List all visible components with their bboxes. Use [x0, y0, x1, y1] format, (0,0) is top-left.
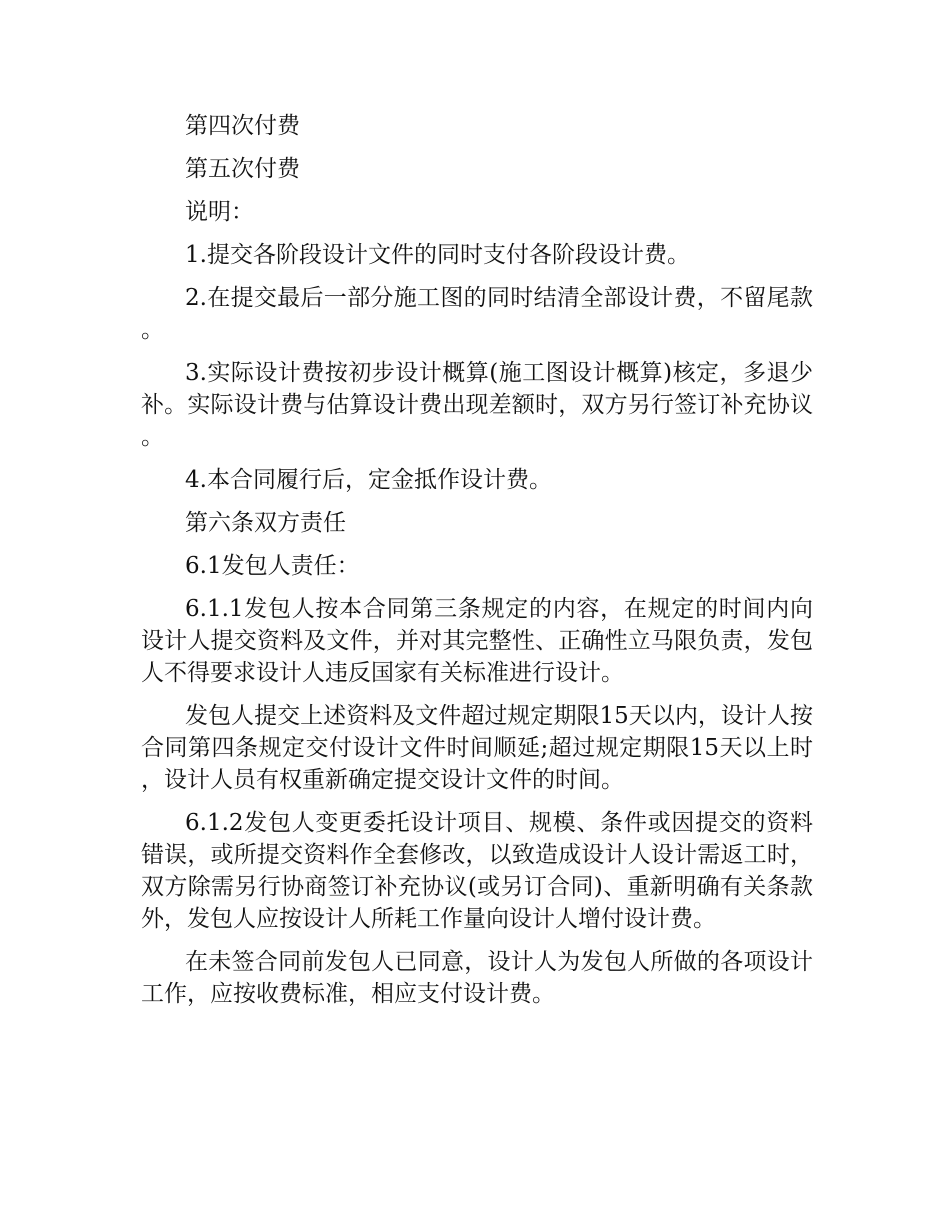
- paragraph-fourth-payment: 第四次付费: [185, 113, 300, 139]
- paragraph-pre-contract-work: 在未签合同前发包人已同意，设计人为发包人所做的各项设计工作，应按收费标准，相应支付设计费。: [141, 949, 813, 1007]
- paragraph-note-3: 3.实际设计费按初步设计概算(施工图设计概算)核定，多退少补。实际设计费与估算设计费出现差额时，双方另行签订补充协议。: [141, 360, 813, 450]
- paragraph-fifth-payment: 第五次付费: [185, 156, 300, 182]
- paragraph-note-4: 4.本合同履行后，定金抵作设计费。: [185, 467, 552, 493]
- section-heading-article-6: 第六条双方责任: [185, 510, 346, 536]
- paragraph-note-2: 2.在提交最后一部分施工图的同时结清全部设计费，不留尾款。: [141, 285, 813, 343]
- document-page: [141, 110, 813, 1021]
- paragraph-deadline-extension: 发包人提交上述资料及文件超过规定期限15天以内，设计人按合同第四条规定交付设计文件时间顺延;超过规定期限15天以上时，设计人员有权重新确定提交设计文件的时间。: [141, 703, 813, 793]
- subsection-heading-6-1: 6.1发包人责任：: [185, 553, 360, 579]
- paragraph-6-1-2: 6.1.2发包人变更委托设计项目、规模、条件或因提交的资料错误，或所提交资料作全套修改，以致造成设计人设计需返工时，双方除需另行协商签订补充协议(或另订合同)、重新明确有关条款外，发包人应按设计人所耗工作量向设计人增付设计费。: [141, 810, 813, 932]
- paragraph-6-1-1: 6.1.1发包人按本合同第三条规定的内容，在规定的时间内向设计人提交资料及文件，并对其完整性、正确性立马限负责，发包人不得要求设计人违反国家有关标准进行设计。: [141, 596, 813, 686]
- paragraph-notes-heading: 说明：: [185, 199, 254, 225]
- paragraph-note-1: 1.提交各阶段设计文件的同时支付各阶段设计费。: [185, 242, 690, 268]
